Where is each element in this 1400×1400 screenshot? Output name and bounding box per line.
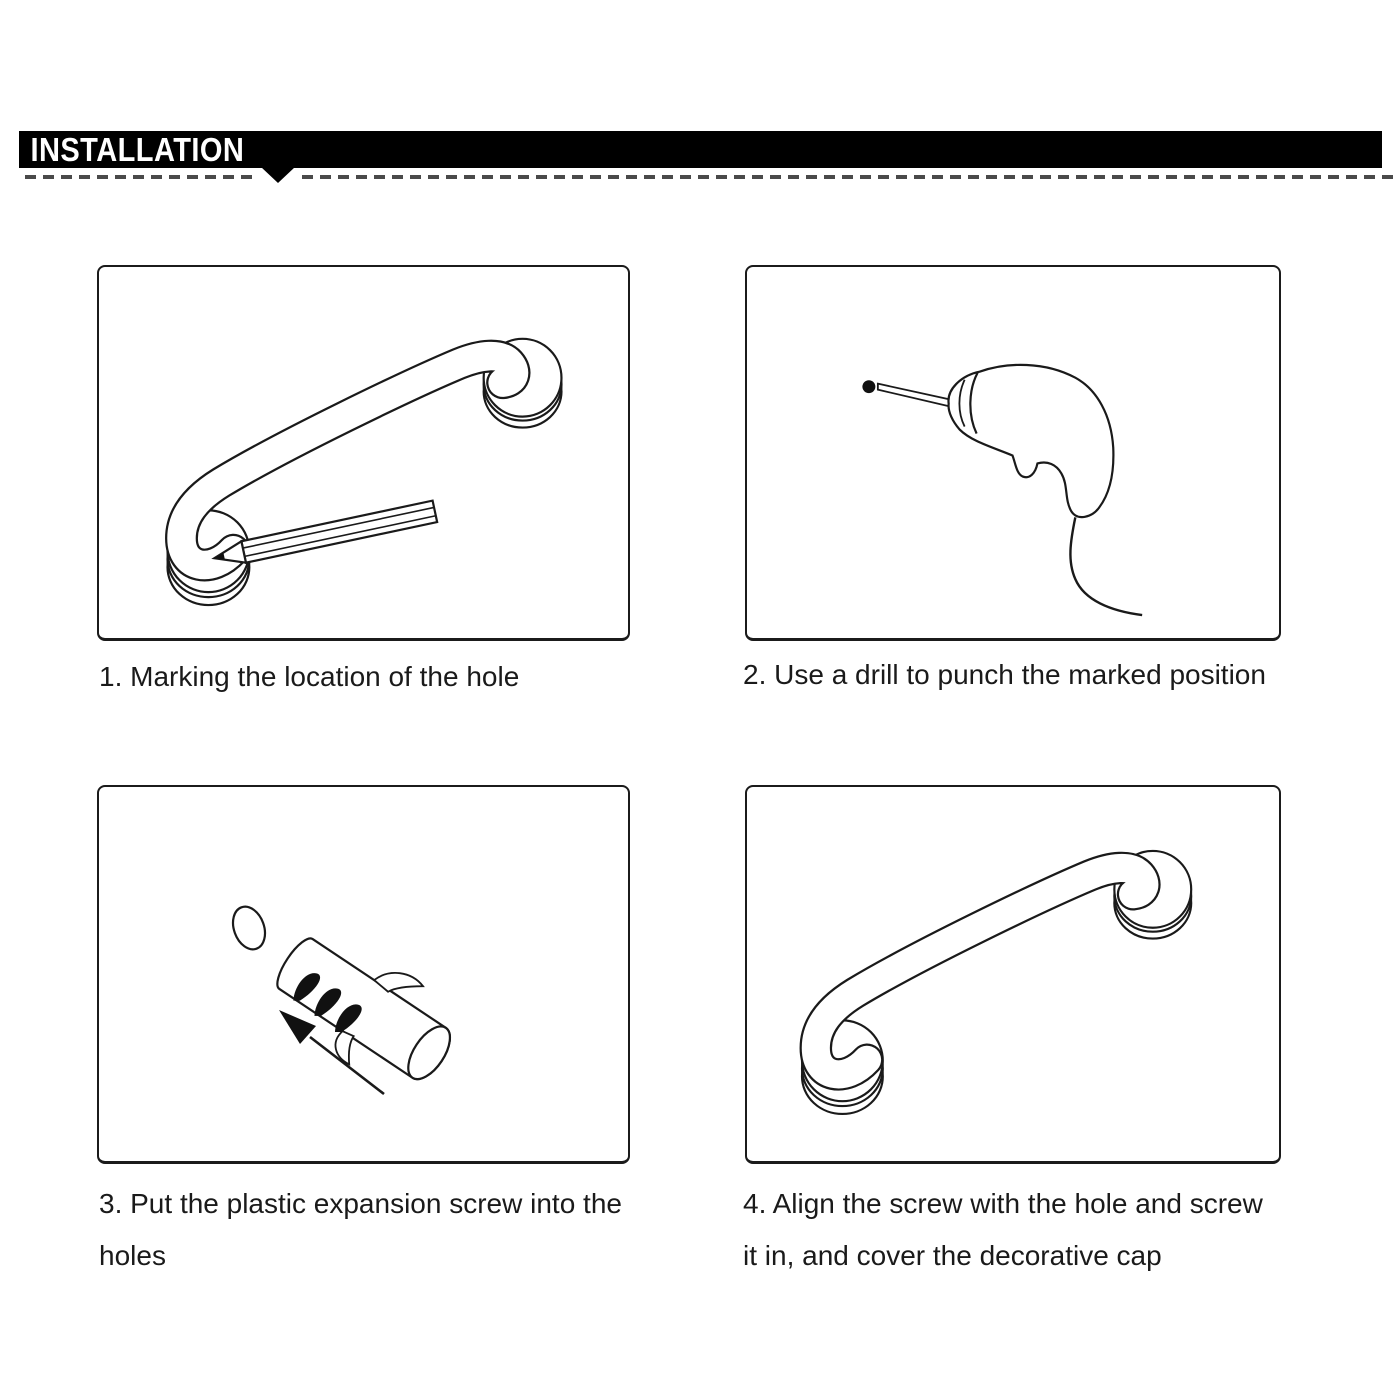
header-pointer-triangle-icon [261,167,295,183]
step-1-caption: 1. Marking the location of the hole [99,661,520,692]
step-3-caption [99,1178,719,1282]
section-header-bar [19,131,1382,168]
marked-position-dot [862,380,875,393]
installed-grab-bar-illustration [747,787,1279,1161]
step-3-panel [97,785,630,1164]
step-2-panel [745,265,1281,641]
step-4-panel [745,785,1281,1164]
electric-drill-illustration [747,267,1279,638]
dashed-divider-right [302,175,1395,179]
section-title: INSTALLATION [30,131,245,168]
step-3-caption-line1: 3. Put the plastic expansion screw into the [99,1188,622,1219]
drilled-hole [227,902,270,954]
expansion-screw-illustration [99,787,628,1161]
step-4-caption-line1: 4. Align the screw with the hole and screw [743,1188,1263,1219]
step-1-panel [97,265,630,641]
step-4-caption-line2: it in, and cover the decorative cap [743,1240,1162,1271]
grab-bar-with-pencil-illustration [99,267,628,638]
step-3-caption-line2: holes [99,1240,166,1271]
drill-cord [1070,517,1142,615]
step-2-caption: 2. Use a drill to punch the marked position [743,659,1266,690]
drill-bit [878,384,951,407]
grab-bar-group [802,851,1191,1114]
dashed-divider-left [25,175,258,179]
step-4-caption [743,1178,1363,1282]
